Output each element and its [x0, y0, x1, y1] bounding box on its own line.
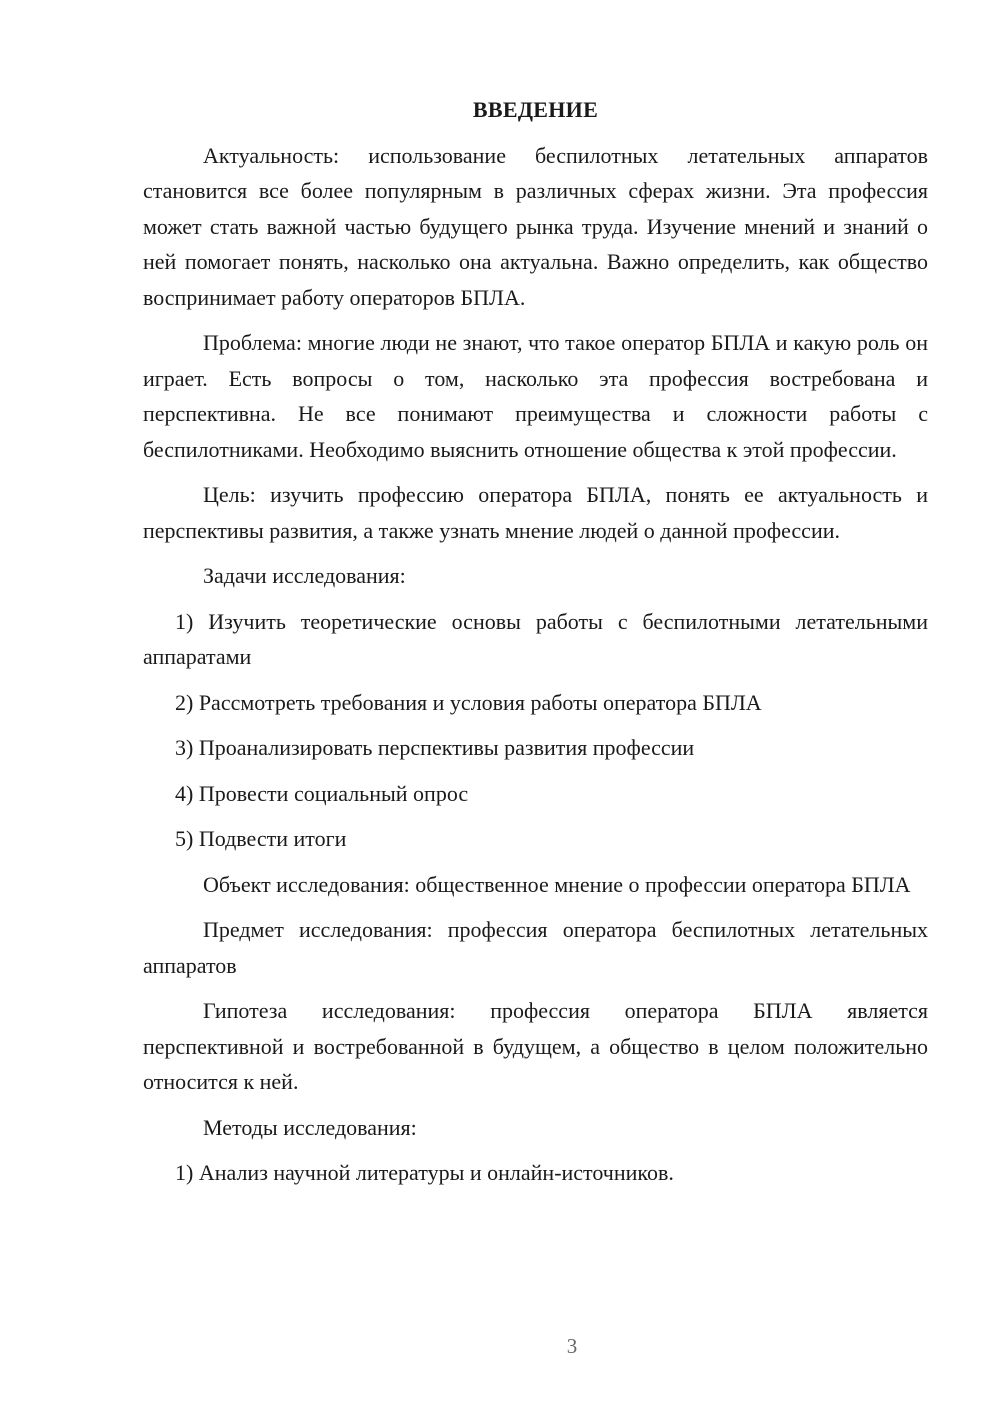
document-page [143, 92, 928, 1201]
paragraph-object: Объект исследования: общественное мнение о профессии оператора БПЛА [203, 871, 911, 897]
paragraph-hypothesis: Гипотеза исследования: профессия оператора БПЛА является перспективной и востребованной в будущем, а общество в целом положительно относится к ней. [143, 998, 928, 1094]
task-item-2: 2) Рассмотреть требования и условия работы оператора БПЛА [175, 689, 762, 715]
paragraph-problem: Проблема: многие люди не знают, что такое оператор БПЛА и какую роль он играет. Есть вопросы о том, насколько эта профессия востребована и перспективна. Не все понимают преимущества и сложности работы с беспилотниками. Необходимо выяснить отношение общества к этой профессии. [143, 330, 928, 462]
paragraph-goal: Цель: изучить профессию оператора БПЛА, понять ее актуальность и перспективы развития, а также узнать мнение людей о данной профессии. [143, 482, 928, 543]
paragraph-relevance: Актуальность: использование беспилотных летательных аппаратов становится все более популярным в различных сферах жизни. Эта профессия может стать важной частью будущего рынка труда. Изучение мнений и знаний о ней помогает понять, насколько она актуальна. Важно определить, как общество воспринимает работу операторов БПЛА. [143, 142, 928, 310]
methods-heading: Методы исследования: [203, 1114, 417, 1140]
task-item-4: 4) Провести социальный опрос [175, 780, 469, 806]
page-number: 3 [566, 1334, 578, 1358]
tasks-heading: Задачи исследования: [203, 563, 406, 588]
page-title: ВВЕДЕНИЕ [472, 97, 599, 122]
task-item-3: 3) Проанализировать перспективы развития профессии [175, 735, 695, 760]
method-item-1: 1) Анализ научной литературы и онлайн-источников. [175, 1160, 674, 1185]
paragraph-subject: Предмет исследования: профессия оператора беспилотных летательных аппаратов [143, 917, 928, 978]
task-item-1: 1) Изучить теоретические основы работы с беспилотными летательными аппаратами [143, 608, 928, 669]
task-item-5: 5) Подвести итоги [175, 826, 347, 851]
